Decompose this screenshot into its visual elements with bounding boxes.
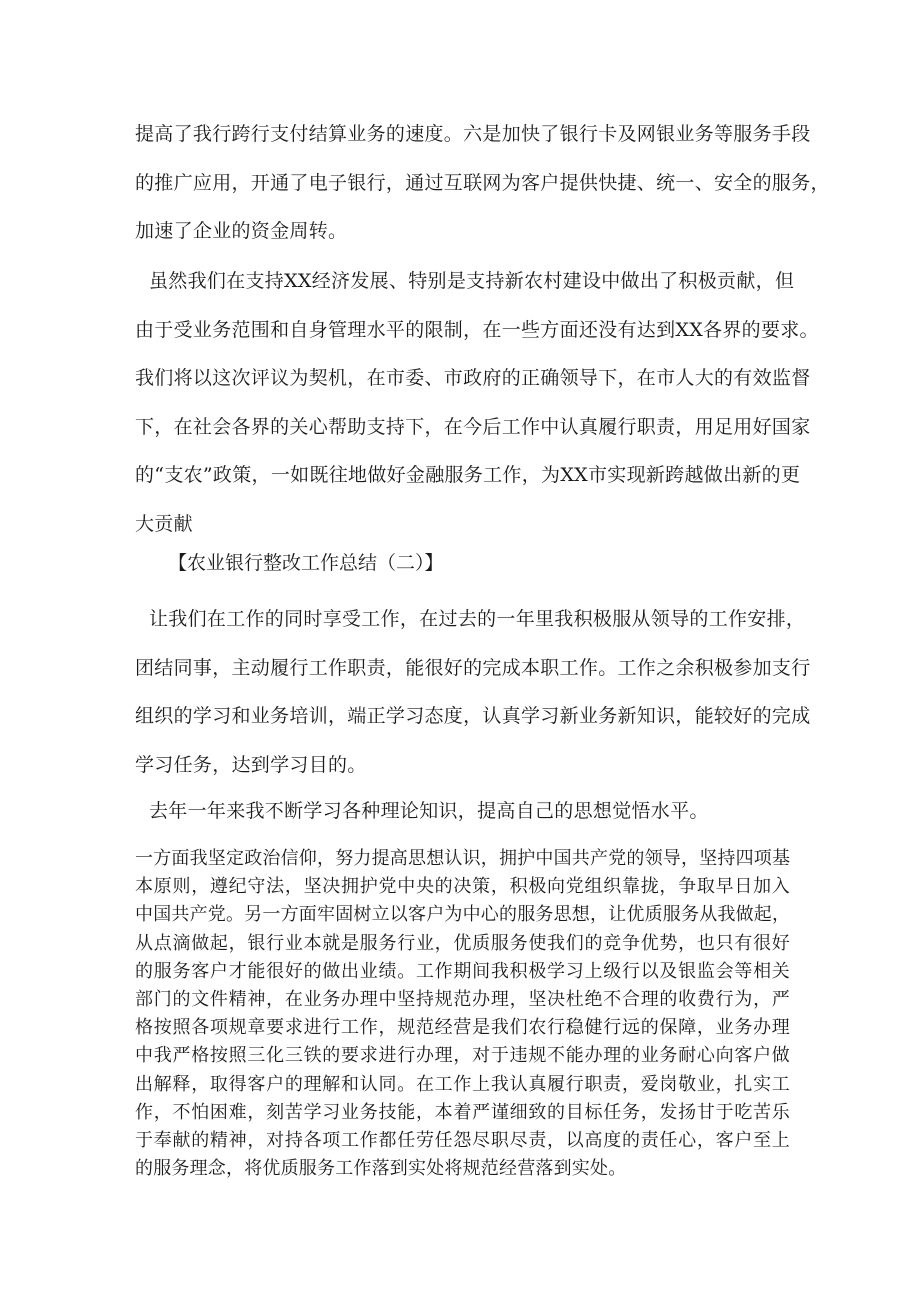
text-line: 组织的学习和业务培训，端正学习态度，认真学习新业务新知识，能较好的完成 <box>135 705 811 727</box>
text-line: 本原则，遵纪守法，坚决拥护党中央的决策，积极向党组织靠拢，争取早日加入 <box>135 876 790 898</box>
text-line: 的服务理念，将优质服务工作落到实处将规范经营落到实处。 <box>135 1158 627 1180</box>
text-line: 去年一年来我不断学习各种理论知识，提高自己的思想觉悟水平。 <box>149 800 709 822</box>
section-heading: 【农业银行整改工作总结（二）】 <box>168 552 444 574</box>
paragraph-5 <box>135 845 790 1183</box>
text-line: 大贡献 <box>135 512 193 535</box>
text-line: 出解释，取得客户的理解和认同。在工作上我认真履行职责，爱岗敬业，扎实工 <box>135 1073 790 1095</box>
text-line: 格按照各项规章要求进行工作，规范经营是我们农行稳健行远的保障，业务办理 <box>135 1017 790 1039</box>
text-line: 学习任务，达到学习目的。 <box>135 753 367 776</box>
text-line: 虽然我们在支持XX经济发展、特别是支持新农村建设中做出了积极贡献，但 <box>149 270 795 292</box>
text-line: 作，不怕困难，刻苦学习业务技能，本着严谨细致的目标任务，发扬甘于吃苦乐 <box>135 1101 790 1123</box>
text-line: 部门的文件精神，在业务办理中坚持规范办理，坚决杜绝不合理的收费行为，严 <box>135 989 790 1011</box>
text-line: 提高了我行跨行支付结算业务的速度。六是加快了银行卡及网银业务等服务手段 <box>135 123 811 145</box>
paragraph-3 <box>135 595 811 789</box>
text-line: 加速了企业的资金周转。 <box>135 220 348 242</box>
text-line: 团结同事，主动履行工作职责，能很好的完成本职工作。工作之余积极参加支行 <box>135 656 811 679</box>
text-line: 一方面我坚定政治信仰，努力提高思想认识，拥护中国共产党的领导，坚持四项基 <box>135 848 791 869</box>
text-line: 让我们在工作的同时享受工作，在过去的一年里我积极服从领导的工作安排， <box>149 608 806 630</box>
text-line: 的服务客户才能很好的做出业绩。工作期间我积极学习上级行以及银监会等相关 <box>135 960 790 982</box>
text-line: 从点滴做起，银行业本就是服务行业，优质服务使我们的竞争优势，也只有很好 <box>135 932 790 954</box>
text-line: 于奉献的精神，对持各项工作都任劳任怨尽职尽责，以高度的责任心，客户至上 <box>135 1130 790 1152</box>
paragraph-1 <box>135 110 830 256</box>
text-line: 的推广应用，开通了电子银行，通过互联网为客户提供快捷、统一、安全的服务， <box>135 171 830 194</box>
text-line: 的“支农”政策，一如既往地做好金融服务工作，为XX市实现新跨越做出新的更 <box>135 464 801 486</box>
text-line: 中我严格按照三化三铁的要求进行办理，对于违规不能办理的业务耐心向客户做 <box>135 1045 790 1067</box>
text-line: 我们将以这次评议为契机，在市委、市政府的正确领导下，在市人大的有效监督 <box>135 367 811 389</box>
paragraph-4 <box>135 787 790 836</box>
paragraph-2 <box>135 257 819 548</box>
text-line: 中国共产党。另一方面牢固树立以客户为中心的服务思想，让优质服务从我做起， <box>135 904 791 926</box>
text-line: 下，在社会各界的关心帮助支持下，在今后工作中认真履行职责，用足用好国家 <box>135 415 811 438</box>
text-line: 由于受业务范围和自身管理水平的限制，在一些方面还没有达到XX各界的要求。 <box>135 318 819 341</box>
